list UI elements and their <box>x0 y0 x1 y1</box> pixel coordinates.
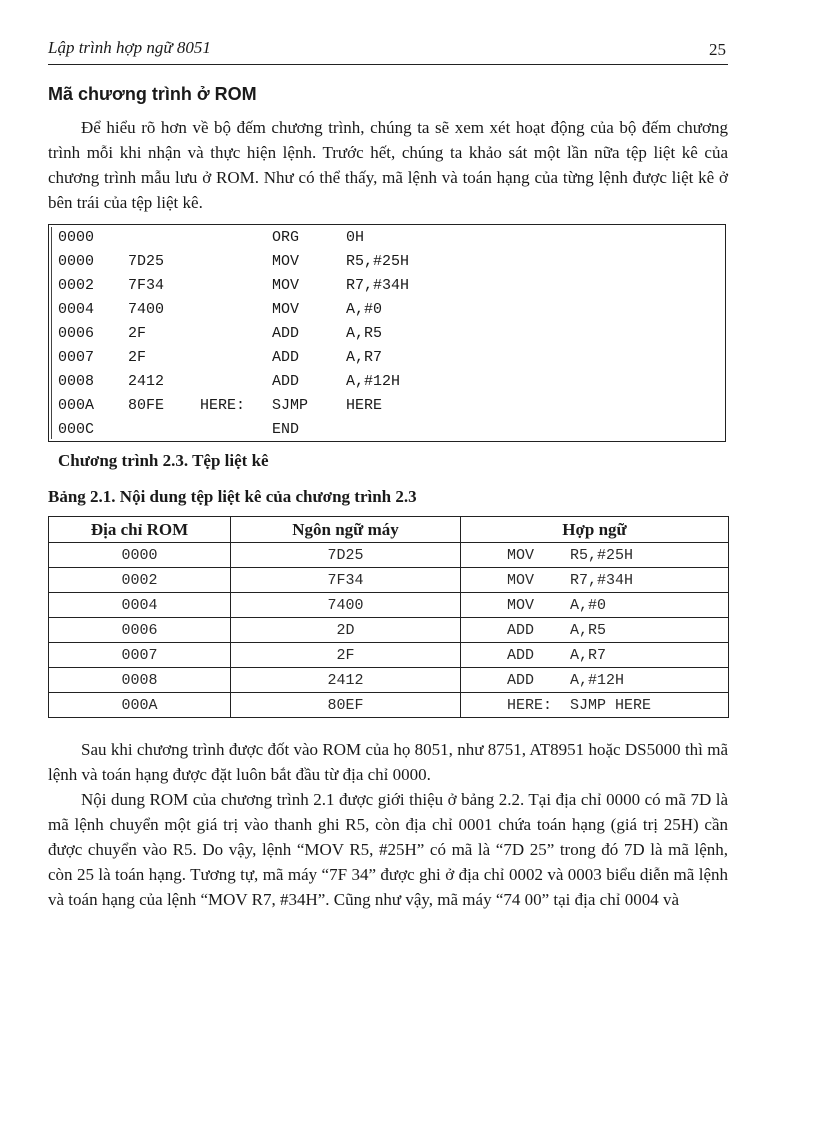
listing-mnemonic: ADD <box>272 325 300 342</box>
listing-operands: A,R5 <box>346 325 383 342</box>
listing-operands: A,R7 <box>346 349 383 366</box>
cell-assembly: ADD A,R7 <box>461 643 729 668</box>
listing-address: 0000 <box>58 229 95 246</box>
listing-address: 000C <box>58 421 95 438</box>
table-row <box>49 568 729 593</box>
cell-machine-code: 7400 <box>231 593 461 618</box>
cell-machine-code: 7F34 <box>231 568 461 593</box>
listing-machine-code: 2F <box>128 349 147 366</box>
listing-mnemonic: ADD <box>272 349 300 366</box>
listing-operands: HERE <box>346 397 383 414</box>
listing-address: 0002 <box>58 277 95 294</box>
cell-machine-code: 7D25 <box>231 543 461 568</box>
cell-assembly: MOV R5,#25H <box>461 543 729 568</box>
table-row <box>49 593 729 618</box>
cell-rom-address: 000A <box>49 693 231 718</box>
listing-address: 0004 <box>58 301 95 318</box>
listing-row <box>49 225 725 249</box>
listing-operands: A,#12H <box>346 373 401 390</box>
table-row <box>49 693 729 718</box>
listing-machine-code: 80FE <box>128 397 165 414</box>
program-listing-box <box>48 224 726 442</box>
body-paragraphs <box>48 737 728 912</box>
cell-rom-address: 0002 <box>49 568 231 593</box>
listing-caption: Chương trình 2.3. Tệp liệt kê <box>58 451 269 470</box>
listing-machine-code: 7D25 <box>128 253 165 270</box>
listing-operands: 0H <box>346 229 365 246</box>
cell-assembly: HERE: SJMP HERE <box>461 693 729 718</box>
listing-row <box>49 249 725 273</box>
listing-row <box>49 273 725 297</box>
table-row <box>49 668 729 693</box>
header-assembly: Hợp ngữ <box>461 517 729 543</box>
listing-label: HERE: <box>200 397 246 414</box>
cell-assembly: MOV R7,#34H <box>461 568 729 593</box>
listing-operands: R5,#25H <box>346 253 410 270</box>
listing-mnemonic: MOV <box>272 301 300 318</box>
table-row <box>49 643 729 668</box>
listing-address: 000A <box>58 397 95 414</box>
cell-machine-code: 80EF <box>231 693 461 718</box>
cell-rom-address: 0006 <box>49 618 231 643</box>
cell-machine-code: 2F <box>231 643 461 668</box>
listing-address: 0006 <box>58 325 95 342</box>
cell-rom-address: 0007 <box>49 643 231 668</box>
rom-content-table <box>48 516 729 718</box>
listing-operands: R7,#34H <box>346 277 410 294</box>
cell-assembly: ADD A,R5 <box>461 618 729 643</box>
listing-mnemonic: ADD <box>272 373 300 390</box>
listing-mnemonic: END <box>272 421 300 438</box>
listing-mnemonic: MOV <box>272 277 300 294</box>
listing-address: 0007 <box>58 349 95 366</box>
listing-row <box>49 345 725 369</box>
listing-row <box>49 393 725 417</box>
body-paragraph-2: Nội dung ROM của chương trình 2.1 được giới thiệu ở bảng 2.2. Tại địa chỉ 0000 có mã 7D là mã lệnh chuyển một giá trị vào thanh ghi R5, còn địa chỉ 0001 chứa toán hạng (giá trị 25H) cần được chuyển vào R5. Do vậy, lệnh “MOV R5, #25H” có mã là “7D 25” trong đó 7D là mã lệnh, còn 25 là toán hạng. Tương tự, mã máy “7F 34” được ghi ở địa chỉ 0002 và 0003 biểu diễn mã lệnh và toán hạng của lệnh “MOV R7, #34H”. Cũng như vậy, mã máy “74 00” tại địa chỉ 0004 và <box>48 790 728 909</box>
table-row <box>49 543 729 568</box>
cell-assembly: ADD A,#12H <box>461 668 729 693</box>
cell-rom-address: 0000 <box>49 543 231 568</box>
listing-row <box>49 369 725 393</box>
listing-row <box>49 417 725 441</box>
cell-machine-code: 2D <box>231 618 461 643</box>
listing-address: 0000 <box>58 253 95 270</box>
cell-assembly: MOV A,#0 <box>461 593 729 618</box>
listing-mnemonic: ORG <box>272 229 300 246</box>
body-paragraph-1: Sau khi chương trình được đốt vào ROM của họ 8051, như 8751, AT8951 hoặc DS5000 thì mã lệnh và toán hạng được đặt luôn bắt đầu từ địa chỉ 0000. <box>48 740 728 784</box>
header-machine-code: Ngôn ngữ máy <box>231 517 461 543</box>
listing-row <box>49 321 725 345</box>
cell-rom-address: 0004 <box>49 593 231 618</box>
listing-operands: A,#0 <box>346 301 383 318</box>
listing-machine-code: 2F <box>128 325 147 342</box>
header-rom-address: Địa chỉ ROM <box>49 517 231 543</box>
intro-paragraph <box>48 115 728 215</box>
page-header <box>48 36 728 65</box>
listing-machine-code: 7F34 <box>128 277 165 294</box>
intro-text: Để hiểu rõ hơn về bộ đếm chương trình, chúng ta sẽ xem xét hoạt động của bộ đếm chương trình mỗi khi nhận và thực hiện lệnh. Trước hết, chúng ta khảo sát một lần nữa tệp liệt kê của chương trình mẫu lưu ở ROM. Như có thể thấy, mã lệnh và toán hạng của từng lệnh được liệt kê ở bên trái của tệp liệt kê. <box>48 118 728 212</box>
running-title: Lập trình hợp ngữ 8051 <box>48 38 211 57</box>
page-number: 25 <box>709 40 726 59</box>
listing-mnemonic: SJMP <box>272 397 309 414</box>
section-heading: Mã chương trình ở ROM <box>48 84 257 104</box>
listing-mnemonic: MOV <box>272 253 300 270</box>
table-row <box>49 618 729 643</box>
cell-rom-address: 0008 <box>49 668 231 693</box>
table-caption: Bảng 2.1. Nội dung tệp liệt kê của chương trình 2.3 <box>48 487 417 506</box>
listing-machine-code: 2412 <box>128 373 165 390</box>
listing-machine-code: 7400 <box>128 301 165 318</box>
listing-address: 0008 <box>58 373 95 390</box>
cell-machine-code: 2412 <box>231 668 461 693</box>
table-header-row <box>49 517 729 543</box>
listing-row <box>49 297 725 321</box>
